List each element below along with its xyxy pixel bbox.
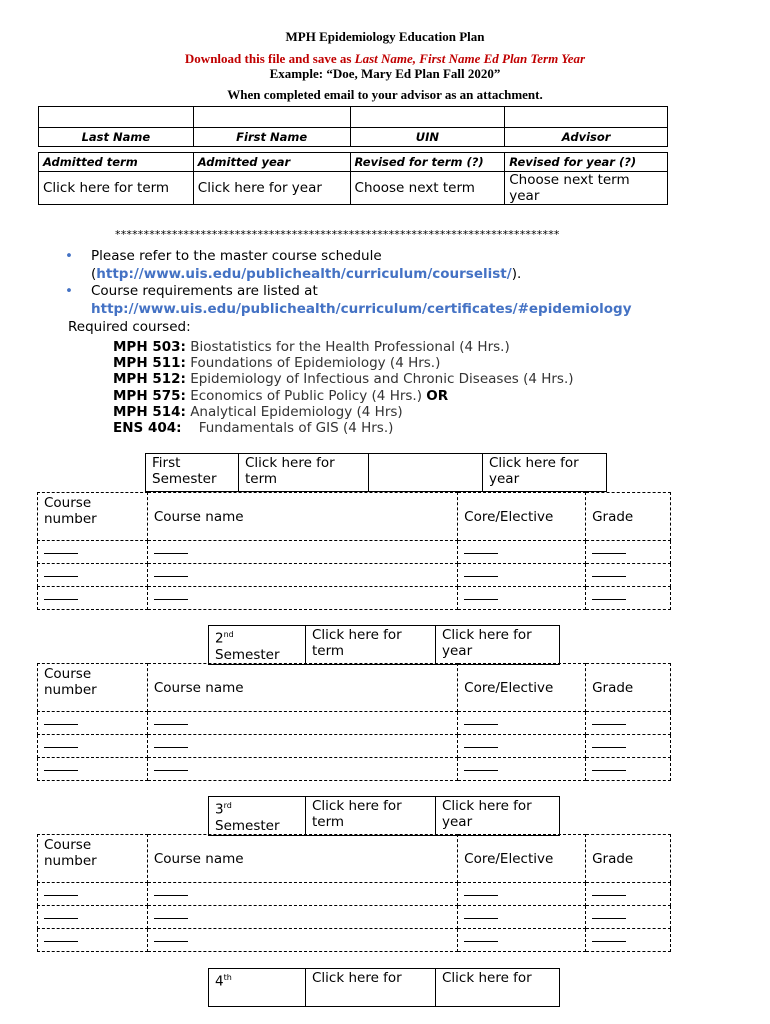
advisor-field[interactable] bbox=[505, 107, 668, 128]
blank-line bbox=[154, 906, 188, 919]
blank-line bbox=[464, 735, 498, 748]
required-courses-label: Required coursed: bbox=[68, 319, 191, 335]
course-number-field[interactable] bbox=[38, 735, 148, 758]
course-code: MPH 514: bbox=[113, 403, 186, 420]
info-label-row bbox=[39, 128, 668, 147]
course-table bbox=[37, 492, 671, 610]
course-name-field[interactable] bbox=[147, 906, 457, 929]
grade-field[interactable] bbox=[586, 883, 671, 906]
blank-line bbox=[154, 929, 188, 942]
blank-line bbox=[44, 735, 78, 748]
course-table bbox=[37, 663, 671, 781]
core-elective-field[interactable] bbox=[458, 564, 586, 587]
year-dropdown[interactable]: Click here for year bbox=[483, 454, 607, 492]
blank-line bbox=[44, 587, 78, 600]
bullet-icon: • bbox=[65, 283, 73, 299]
table-row bbox=[38, 735, 671, 758]
course-title: Analytical Epidemiology (4 Hrs) bbox=[185, 403, 403, 420]
blank-line bbox=[464, 587, 498, 600]
course-title: Economics of Public Policy (4 Hrs.) bbox=[185, 387, 427, 404]
blank-line bbox=[592, 735, 626, 748]
blank-line bbox=[464, 929, 498, 942]
revised-term-label: Revised for term (?) bbox=[350, 153, 505, 172]
semester-header-4 bbox=[208, 968, 560, 1007]
page-title: MPH Epidemiology Education Plan bbox=[285, 29, 485, 44]
semester-header-2 bbox=[208, 625, 560, 665]
bullet-icon: • bbox=[65, 248, 73, 264]
course-grid-2 bbox=[37, 663, 671, 781]
course-code: ENS 404: bbox=[113, 420, 182, 437]
course-title: Fundamentals of GIS (4 Hrs.) bbox=[181, 420, 394, 437]
blank-line bbox=[592, 906, 626, 919]
admitted-year-label: Admitted year bbox=[193, 153, 350, 172]
semester-label: First Semester bbox=[146, 454, 239, 492]
course-schedule-link[interactable]: http://www.uis.edu/publichealth/curriculum/courselist/ bbox=[96, 265, 512, 282]
year-dropdown[interactable]: Click here for year bbox=[436, 797, 560, 836]
blank-line bbox=[44, 712, 78, 725]
list-item bbox=[113, 420, 574, 436]
course-number-field[interactable] bbox=[38, 929, 148, 952]
filename-example: Example: “Doe, Mary Ed Plan Fall 2020” bbox=[269, 66, 501, 81]
course-number-header: Course number bbox=[38, 835, 148, 883]
ordinal-suffix: nd bbox=[223, 630, 234, 639]
year-dropdown[interactable]: Click here for bbox=[436, 969, 560, 1007]
blank-line bbox=[592, 712, 626, 725]
course-title: Biostatistics for the Health Professional (4 Hrs.) bbox=[185, 339, 510, 355]
grade-header: Grade bbox=[586, 835, 671, 883]
download-prefix: Download this file and save as bbox=[184, 51, 355, 66]
term-dropdown[interactable]: Click here for term bbox=[306, 626, 436, 665]
download-instruction bbox=[0, 51, 770, 67]
email-note: When completed email to your advisor as an attachment. bbox=[227, 87, 543, 102]
semester-label bbox=[209, 797, 306, 836]
ref1-open: ( bbox=[91, 265, 97, 282]
course-number-header: Course number bbox=[38, 664, 148, 712]
course-name-field[interactable] bbox=[147, 541, 457, 564]
ordinal-suffix: rd bbox=[223, 801, 232, 810]
semester-gap-cell bbox=[369, 454, 483, 492]
grade-field[interactable] bbox=[586, 929, 671, 952]
course-title: Foundations of Epidemiology (4 Hrs.) bbox=[185, 355, 441, 372]
last-name-label: Last Name bbox=[39, 128, 194, 147]
blank-line bbox=[44, 541, 78, 554]
blank-line bbox=[154, 712, 188, 725]
ref1-text: Please refer to the master course schedule bbox=[91, 248, 382, 264]
blank-line bbox=[464, 541, 498, 554]
course-name-field[interactable] bbox=[147, 758, 457, 781]
list-item bbox=[113, 404, 574, 420]
blank-line bbox=[44, 929, 78, 942]
course-name-field[interactable] bbox=[147, 587, 457, 610]
list-item bbox=[113, 388, 574, 404]
semester-ordinal: 3 bbox=[215, 801, 224, 818]
revised-term-dropdown[interactable]: Choose next term bbox=[350, 172, 505, 205]
blank-line bbox=[154, 883, 188, 896]
course-name-header: Course name bbox=[147, 835, 457, 883]
course-code: MPH 511: bbox=[113, 355, 186, 372]
blank-line bbox=[44, 883, 78, 896]
course-name-header: Course name bbox=[147, 664, 457, 712]
core-elective-field[interactable] bbox=[458, 587, 586, 610]
blank-line bbox=[592, 541, 626, 554]
course-name-field[interactable] bbox=[147, 929, 457, 952]
blank-line bbox=[154, 587, 188, 600]
course-number-field[interactable] bbox=[38, 883, 148, 906]
separator-line: ****************************************************************************** bbox=[115, 228, 560, 241]
course-number-field[interactable] bbox=[38, 758, 148, 781]
blank-line bbox=[44, 906, 78, 919]
semester-ordinal: 4 bbox=[215, 973, 224, 990]
blank-line bbox=[464, 564, 498, 577]
revised-year-label: Revised for year (?) bbox=[505, 153, 668, 172]
admitted-term-dropdown[interactable]: Click here for term bbox=[39, 172, 194, 205]
table-row bbox=[38, 906, 671, 929]
advisor-label: Advisor bbox=[505, 128, 668, 147]
blank-line bbox=[592, 883, 626, 896]
course-number-field[interactable] bbox=[38, 906, 148, 929]
blank-line bbox=[592, 758, 626, 771]
table-row bbox=[38, 541, 671, 564]
semester-word: Semester bbox=[215, 646, 280, 663]
semester-label bbox=[209, 626, 306, 665]
table-row bbox=[38, 712, 671, 735]
list-item bbox=[113, 339, 574, 355]
ref2-text: Course requirements are listed at bbox=[91, 283, 318, 299]
table-header-row bbox=[38, 835, 671, 883]
grade-field[interactable] bbox=[586, 541, 671, 564]
admitted-term-label: Admitted term bbox=[39, 153, 194, 172]
download-filename: Last Name, First Name Ed Plan Term Year bbox=[354, 51, 586, 66]
uin-field[interactable] bbox=[350, 107, 505, 128]
core-elective-field[interactable] bbox=[458, 758, 586, 781]
semester-ordinal: 2 bbox=[215, 630, 224, 647]
required-course-list bbox=[113, 339, 574, 436]
last-name-field[interactable] bbox=[39, 107, 194, 128]
admit-label-row bbox=[39, 153, 668, 172]
core-elective-field[interactable] bbox=[458, 712, 586, 735]
semester-label bbox=[209, 969, 306, 1007]
table-row bbox=[38, 758, 671, 781]
course-number-field[interactable] bbox=[38, 712, 148, 735]
table-row bbox=[38, 883, 671, 906]
grade-header: Grade bbox=[586, 493, 671, 541]
blank-line bbox=[464, 883, 498, 896]
course-name-field[interactable] bbox=[147, 564, 457, 587]
admitted-year-dropdown[interactable]: Click here for year bbox=[193, 172, 350, 205]
grade-field[interactable] bbox=[586, 712, 671, 735]
semester-word: Semester bbox=[215, 817, 280, 834]
blank-line bbox=[592, 564, 626, 577]
reference-list bbox=[65, 248, 765, 318]
blank-line bbox=[44, 758, 78, 771]
course-name-field[interactable] bbox=[147, 735, 457, 758]
course-table bbox=[37, 834, 671, 952]
revised-year-dropdown[interactable]: Choose next term year bbox=[505, 172, 668, 205]
blank-line bbox=[464, 758, 498, 771]
ordinal-suffix: th bbox=[223, 973, 232, 982]
term-dropdown[interactable]: Click here for bbox=[306, 969, 436, 1007]
course-number-field[interactable] bbox=[38, 541, 148, 564]
first-name-label: First Name bbox=[193, 128, 350, 147]
blank-line bbox=[154, 758, 188, 771]
blank-line bbox=[464, 906, 498, 919]
certificate-requirements-link[interactable]: http://www.uis.edu/publichealth/curriculum/certificates/#epidemiology bbox=[91, 300, 632, 317]
blank-line bbox=[154, 541, 188, 554]
term-dropdown[interactable]: Click here for term bbox=[306, 797, 436, 836]
blank-line bbox=[592, 587, 626, 600]
list-item bbox=[65, 248, 765, 283]
table-header-row bbox=[38, 664, 671, 712]
core-elective-header: Core/Elective bbox=[458, 664, 586, 712]
course-code: MPH 512: bbox=[113, 371, 186, 388]
core-elective-header: Core/Elective bbox=[458, 493, 586, 541]
table-header-row bbox=[38, 493, 671, 541]
grade-header: Grade bbox=[586, 664, 671, 712]
semester-header-1 bbox=[145, 453, 607, 492]
ref1-close: ). bbox=[511, 265, 522, 282]
blank-line bbox=[44, 564, 78, 577]
core-elective-field[interactable] bbox=[458, 735, 586, 758]
course-grid-3 bbox=[37, 834, 671, 952]
blank-line bbox=[154, 735, 188, 748]
course-number-field[interactable] bbox=[38, 564, 148, 587]
course-number-field[interactable] bbox=[38, 587, 148, 610]
course-title: Epidemiology of Infectious and Chronic Diseases (4 Hrs.) bbox=[185, 371, 574, 388]
course-grid-1 bbox=[37, 492, 671, 610]
grade-field[interactable] bbox=[586, 564, 671, 587]
blank-line bbox=[464, 712, 498, 725]
term-dropdown[interactable]: Click here for term bbox=[239, 454, 369, 492]
info-blank-row bbox=[39, 107, 668, 128]
first-name-field[interactable] bbox=[193, 107, 350, 128]
table-row bbox=[38, 564, 671, 587]
blank-line bbox=[154, 564, 188, 577]
admit-value-row bbox=[39, 172, 668, 205]
core-elective-field[interactable] bbox=[458, 883, 586, 906]
blank-line bbox=[592, 929, 626, 942]
grade-field[interactable] bbox=[586, 735, 671, 758]
course-name-field[interactable] bbox=[147, 883, 457, 906]
table-row bbox=[38, 587, 671, 610]
student-info-table bbox=[38, 106, 668, 205]
list-item bbox=[113, 371, 574, 387]
course-name-header: Course name bbox=[147, 493, 457, 541]
core-elective-field[interactable] bbox=[458, 929, 586, 952]
semester-header-3 bbox=[208, 796, 560, 836]
list-item bbox=[65, 283, 765, 318]
course-code: MPH 575: bbox=[113, 387, 186, 404]
uin-label: UIN bbox=[350, 128, 505, 147]
course-code: MPH 503: bbox=[113, 339, 186, 355]
grade-field[interactable] bbox=[586, 587, 671, 610]
course-or: OR bbox=[426, 387, 449, 404]
table-row bbox=[38, 929, 671, 952]
core-elective-field[interactable] bbox=[458, 541, 586, 564]
course-name-field[interactable] bbox=[147, 712, 457, 735]
course-number-header: Course number bbox=[38, 493, 148, 541]
list-item bbox=[113, 355, 574, 371]
year-dropdown[interactable]: Click here for year bbox=[436, 626, 560, 665]
grade-field[interactable] bbox=[586, 758, 671, 781]
grade-field[interactable] bbox=[586, 906, 671, 929]
core-elective-header: Core/Elective bbox=[458, 835, 586, 883]
core-elective-field[interactable] bbox=[458, 906, 586, 929]
